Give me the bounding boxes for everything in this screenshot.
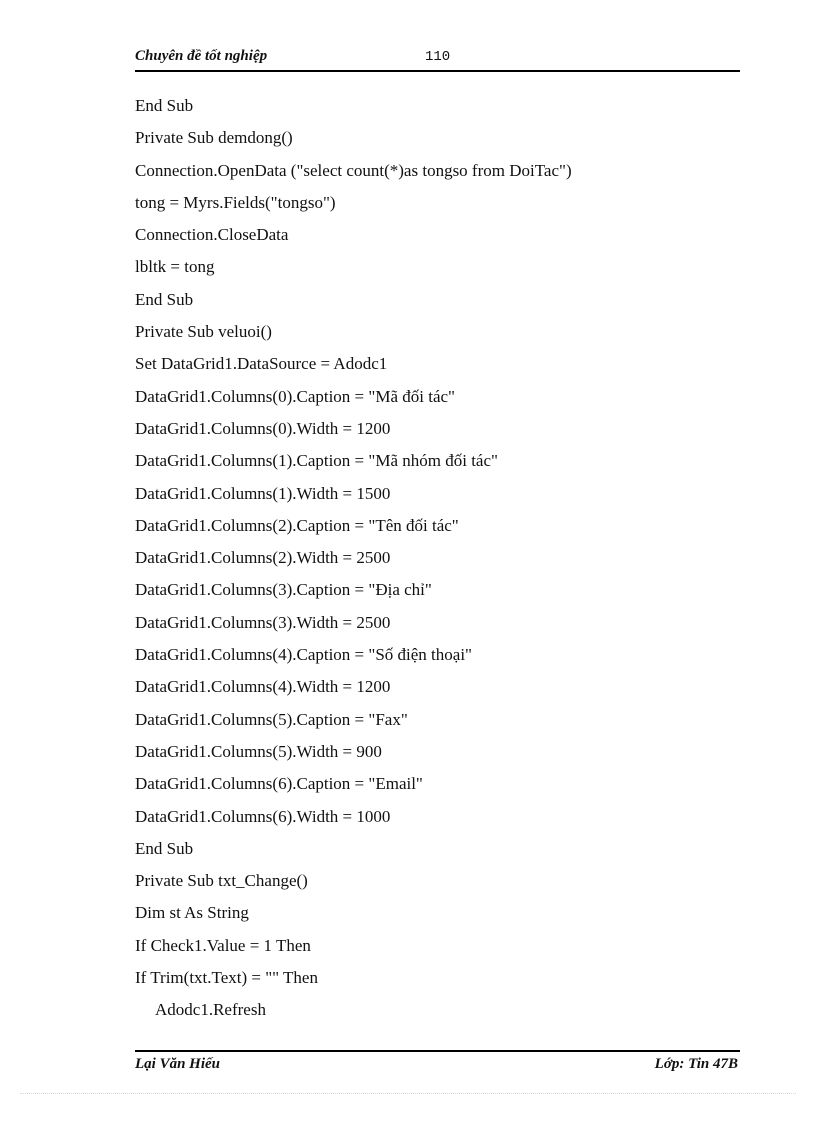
code-line: Private Sub demdong() — [135, 128, 293, 148]
code-line: DataGrid1.Columns(3).Caption = "Địa chỉ" — [135, 580, 432, 600]
author-name: Lại Văn Hiếu — [135, 1056, 221, 1072]
class-label: Lớp: Tin 47B — [654, 1056, 738, 1072]
code-line: DataGrid1.Columns(4).Width = 1200 — [135, 677, 391, 697]
document-title: Chuyên đề tốt nghiệp — [135, 48, 268, 64]
code-line: Set DataGrid1.DataSource = Adodc1 — [135, 354, 388, 374]
page-number: 110 — [425, 49, 451, 65]
page-edge-divider — [20, 1093, 796, 1094]
code-line: Dim st As String — [135, 903, 249, 923]
code-line: DataGrid1.Columns(0).Width = 1200 — [135, 418, 391, 438]
code-listing — [135, 90, 755, 1027]
code-line: DataGrid1.Columns(2).Width = 2500 — [135, 548, 391, 568]
code-line: DataGrid1.Columns(0).Caption = "Mã đối tác" — [135, 386, 455, 406]
code-line: Private Sub veluoi() — [135, 322, 272, 342]
code-line: If Trim(txt.Text) = "" Then — [135, 968, 318, 988]
code-line: If Check1.Value = 1 Then — [135, 935, 311, 955]
code-line: DataGrid1.Columns(2).Caption = "Tên đối tác" — [135, 515, 459, 535]
code-line: Private Sub txt_Change() — [135, 871, 308, 891]
code-line: DataGrid1.Columns(6).Caption = "Email" — [135, 774, 423, 794]
code-line: DataGrid1.Columns(4).Caption = "Số điện thoại" — [135, 645, 472, 665]
code-line: DataGrid1.Columns(3).Width = 2500 — [135, 612, 391, 632]
page-footer — [135, 1050, 740, 1076]
code-line: lbltk = tong — [135, 257, 215, 277]
code-line: DataGrid1.Columns(5).Width = 900 — [135, 741, 382, 761]
code-line: DataGrid1.Columns(6).Width = 1000 — [135, 806, 391, 826]
code-line: End Sub — [135, 289, 194, 309]
code-line: DataGrid1.Columns(5).Caption = "Fax" — [135, 709, 408, 729]
page-header — [135, 48, 740, 72]
code-line: Connection.OpenData ("select count(*)as tongso from DoiTac") — [135, 160, 572, 180]
code-line: Adodc1.Refresh — [155, 1000, 266, 1020]
code-line: DataGrid1.Columns(1).Caption = "Mã nhóm đối tác" — [135, 451, 498, 471]
code-line: Connection.CloseData — [135, 225, 289, 245]
code-line: End Sub — [135, 838, 194, 858]
code-line: End Sub — [135, 96, 194, 115]
code-line: tong = Myrs.Fields("tongso") — [135, 192, 336, 212]
code-line: DataGrid1.Columns(1).Width = 1500 — [135, 483, 391, 503]
